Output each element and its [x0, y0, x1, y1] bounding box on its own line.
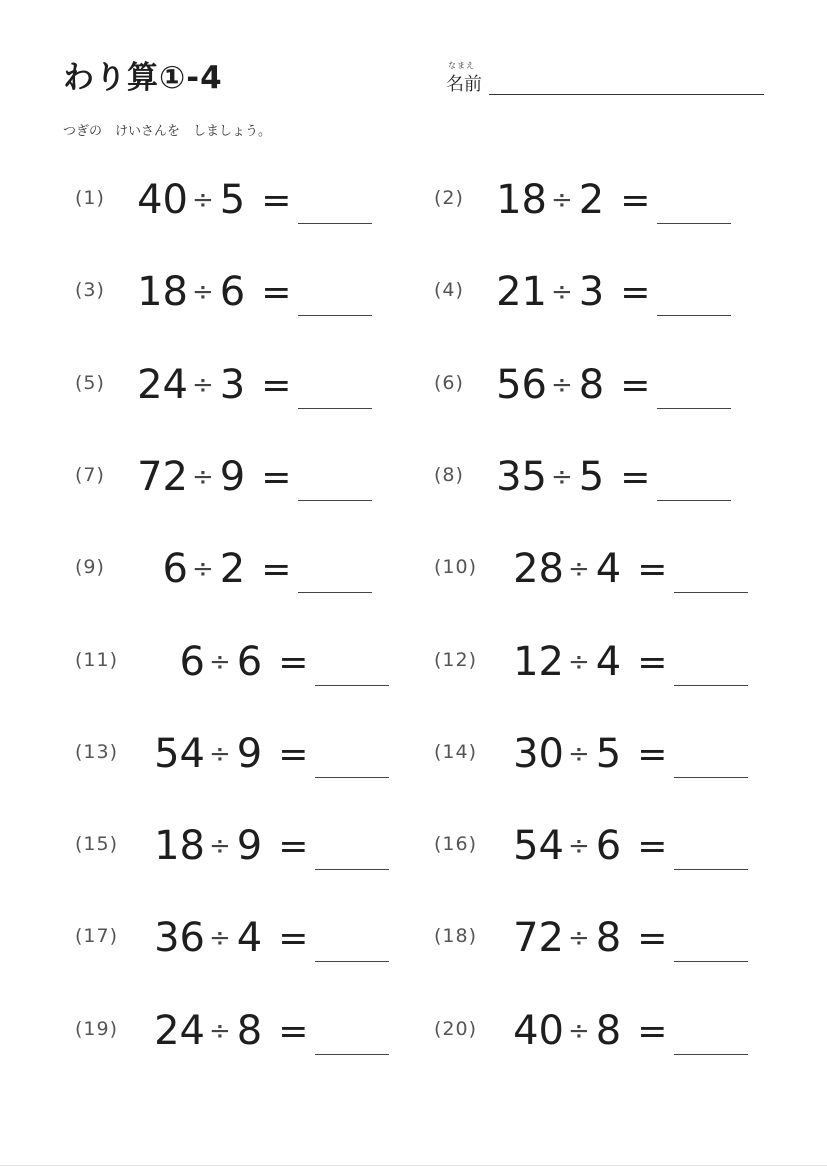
divisor: 6 [236, 639, 263, 685]
division-expression [504, 1005, 667, 1057]
answer-blank[interactable] [298, 287, 372, 316]
divisor: 5 [219, 177, 246, 223]
dividend: 54 [154, 731, 205, 777]
equals-sign: = [261, 548, 292, 590]
answer-blank[interactable] [315, 1026, 389, 1055]
division-expression [145, 636, 308, 688]
problem-item [63, 820, 403, 872]
division-expression [504, 543, 667, 595]
equals-sign: = [278, 825, 309, 867]
equals-sign: = [278, 1010, 309, 1052]
division-sign: ÷ [568, 1016, 590, 1046]
equals-sign: = [637, 548, 668, 590]
answer-blank[interactable] [298, 564, 372, 593]
division-expression [128, 174, 291, 226]
dividend: 72 [137, 454, 188, 500]
problem-number: (16) [434, 833, 478, 855]
dividend: 56 [496, 362, 547, 408]
problem-item [422, 912, 762, 964]
problem-number: (14) [434, 741, 478, 763]
problem-item [63, 728, 403, 780]
division-expression [145, 820, 308, 872]
answer-blank[interactable] [315, 933, 389, 962]
problem-item [422, 636, 762, 688]
answer-blank[interactable] [298, 380, 372, 409]
answer-blank[interactable] [315, 841, 389, 870]
division-sign: ÷ [209, 923, 231, 953]
dividend: 30 [513, 731, 564, 777]
problem-number: (7) [75, 464, 105, 486]
problem-number: (11) [75, 649, 119, 671]
division-sign: ÷ [209, 647, 231, 677]
division-sign: ÷ [551, 462, 573, 492]
equals-sign: = [637, 917, 668, 959]
division-sign: ÷ [192, 462, 214, 492]
equals-sign: = [261, 271, 292, 313]
problem-number: (10) [434, 556, 478, 578]
dividend: 24 [137, 362, 188, 408]
page-bottom-divider [0, 1165, 827, 1166]
dividend: 18 [137, 269, 188, 315]
divisor: 6 [219, 269, 246, 315]
problem-item [422, 820, 762, 872]
problem-number: (19) [75, 1018, 119, 1040]
name-label: 名前 [446, 74, 482, 95]
dividend: 28 [513, 546, 564, 592]
division-sign: ÷ [209, 739, 231, 769]
problem-item [63, 912, 403, 964]
equals-sign: = [637, 641, 668, 683]
equals-sign: = [620, 271, 651, 313]
problem-number: (3) [75, 279, 105, 301]
equals-sign: = [620, 364, 651, 406]
division-expression [504, 912, 667, 964]
problem-item [422, 728, 762, 780]
equals-sign: = [637, 733, 668, 775]
division-sign: ÷ [551, 185, 573, 215]
problem-item [422, 174, 762, 226]
problem-item [63, 451, 403, 503]
dividend: 6 [179, 639, 205, 685]
divisor: 8 [595, 915, 622, 961]
problem-item [63, 266, 403, 318]
problem-item [63, 636, 403, 688]
answer-blank[interactable] [315, 657, 389, 686]
answer-blank[interactable] [298, 195, 372, 224]
division-expression [145, 728, 308, 780]
problem-item [422, 359, 762, 411]
problem-item [422, 1005, 762, 1057]
divisor: 8 [236, 1008, 263, 1054]
problem-number: (5) [75, 372, 105, 394]
division-expression [504, 820, 667, 872]
equals-sign: = [637, 1010, 668, 1052]
problem-item [422, 451, 762, 503]
division-sign: ÷ [209, 1016, 231, 1046]
division-sign: ÷ [192, 185, 214, 215]
answer-blank[interactable] [674, 1026, 748, 1055]
equals-sign: = [261, 179, 292, 221]
equals-sign: = [261, 364, 292, 406]
divisor: 9 [219, 454, 246, 500]
problem-number: (9) [75, 556, 105, 578]
name-field-area [446, 60, 766, 100]
answer-blank[interactable] [315, 749, 389, 778]
dividend: 72 [513, 915, 564, 961]
problem-item [422, 543, 762, 595]
division-expression [145, 1005, 308, 1057]
problem-number: (20) [434, 1018, 478, 1040]
division-sign: ÷ [192, 554, 214, 584]
problem-number: (13) [75, 741, 119, 763]
divisor: 5 [578, 454, 605, 500]
problem-number: (8) [434, 464, 464, 486]
problem-item [63, 359, 403, 411]
name-input-line[interactable] [489, 94, 764, 95]
problem-number: (17) [75, 925, 119, 947]
equals-sign: = [278, 733, 309, 775]
dividend: 6 [162, 546, 188, 592]
instruction-text: つぎの けいさんを しましょう。 [63, 124, 272, 139]
division-expression [128, 543, 291, 595]
division-sign: ÷ [551, 277, 573, 307]
problem-number: (2) [434, 187, 464, 209]
name-ruby: なまえ [448, 61, 475, 70]
division-sign: ÷ [551, 370, 573, 400]
problem-number: (18) [434, 925, 478, 947]
dividend: 18 [496, 177, 547, 223]
dividend: 24 [154, 1008, 205, 1054]
division-expression [504, 636, 667, 688]
answer-blank[interactable] [657, 472, 731, 501]
answer-blank[interactable] [657, 287, 731, 316]
dividend: 18 [154, 823, 205, 869]
divisor: 2 [219, 546, 246, 592]
division-expression [128, 266, 291, 318]
problem-item [422, 266, 762, 318]
division-expression [487, 359, 650, 411]
divisor: 2 [578, 177, 605, 223]
divisor: 5 [595, 731, 622, 777]
divisor: 8 [595, 1008, 622, 1054]
divisor: 9 [236, 731, 263, 777]
divisor: 3 [578, 269, 605, 315]
divisor: 4 [236, 915, 263, 961]
division-sign: ÷ [568, 739, 590, 769]
division-sign: ÷ [192, 370, 214, 400]
equals-sign: = [261, 456, 292, 498]
answer-blank[interactable] [657, 380, 731, 409]
divisor: 6 [595, 823, 622, 869]
problem-number: (6) [434, 372, 464, 394]
division-expression [504, 728, 667, 780]
equals-sign: = [620, 456, 651, 498]
problem-item [63, 174, 403, 226]
division-expression [487, 451, 650, 503]
divisor: 9 [236, 823, 263, 869]
dividend: 12 [513, 639, 564, 685]
dividend: 40 [513, 1008, 564, 1054]
problem-number: (4) [434, 279, 464, 301]
answer-blank[interactable] [298, 472, 372, 501]
dividend: 36 [154, 915, 205, 961]
divisor: 4 [595, 546, 622, 592]
equals-sign: = [637, 825, 668, 867]
divisor: 4 [595, 639, 622, 685]
division-sign: ÷ [568, 647, 590, 677]
problem-number: (15) [75, 833, 119, 855]
answer-blank[interactable] [674, 564, 748, 593]
division-sign: ÷ [568, 831, 590, 861]
division-expression [487, 174, 650, 226]
equals-sign: = [278, 641, 309, 683]
division-sign: ÷ [192, 277, 214, 307]
problem-number: (12) [434, 649, 478, 671]
answer-blank[interactable] [657, 195, 731, 224]
divisor: 3 [219, 362, 246, 408]
division-sign: ÷ [568, 554, 590, 584]
division-expression [145, 912, 308, 964]
equals-sign: = [620, 179, 651, 221]
answer-blank[interactable] [674, 933, 748, 962]
problem-number: (1) [75, 187, 105, 209]
divisor: 8 [578, 362, 605, 408]
dividend: 21 [496, 269, 547, 315]
answer-blank[interactable] [674, 749, 748, 778]
answer-blank[interactable] [674, 841, 748, 870]
division-sign: ÷ [209, 831, 231, 861]
equals-sign: = [278, 917, 309, 959]
division-expression [128, 451, 291, 503]
dividend: 54 [513, 823, 564, 869]
problem-item [63, 543, 403, 595]
answer-blank[interactable] [674, 657, 748, 686]
division-sign: ÷ [568, 923, 590, 953]
problem-item [63, 1005, 403, 1057]
dividend: 40 [137, 177, 188, 223]
division-expression [128, 359, 291, 411]
dividend: 35 [496, 454, 547, 500]
worksheet-title: わり算①-4 [63, 60, 223, 96]
division-expression [487, 266, 650, 318]
